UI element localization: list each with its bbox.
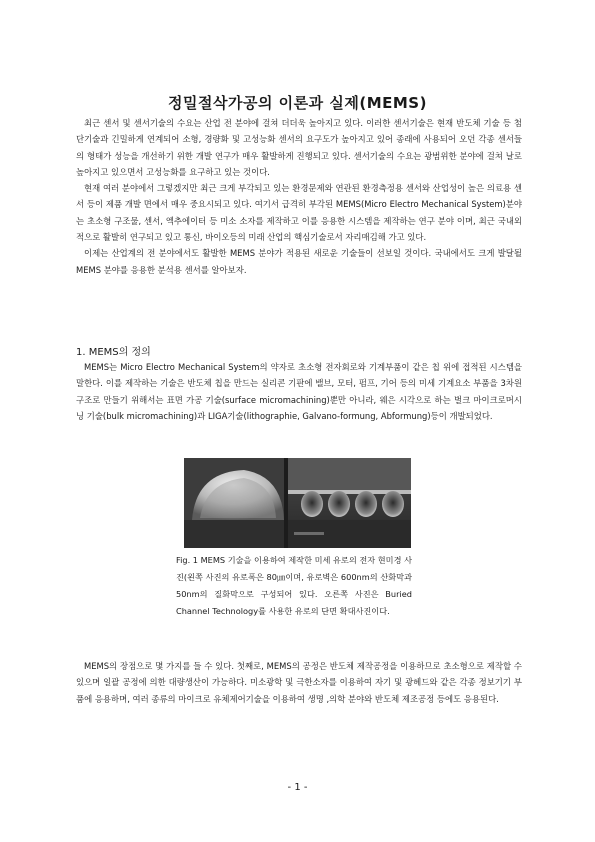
closing-section bbox=[76, 658, 522, 707]
document-title: 정밀절삭가공의 이론과 실제(MEMS) bbox=[168, 94, 427, 112]
micrograph-image bbox=[184, 458, 411, 548]
intro-section bbox=[76, 115, 522, 278]
intro-paragraph-1: 최근 센서 및 센서기술의 수요는 산업 전 분야에 걸쳐 더더욱 높아지고 있다. 이러한 센서기술은 현재 반도체 기술 등 첨단기술과 긴밀하게 연계되어 소형, 경량화 및 고성능화 센서의 요구도가 높아지고 있어 종래에 사용되어 오던 각종 센서들의 형태가 성능을 개선하기 위한 개발 연구가 매우 활발하게 진행되고 있다. 센서기술의 수요는 광범위한 분야에 걸쳐 날로 높아지고 있으면서 고성능화를 요구하고 있는 것이다. bbox=[76, 118, 522, 177]
section-1-body bbox=[76, 359, 522, 424]
section-heading: 1. MEMS의 정의 bbox=[76, 347, 151, 358]
sem-micrograph-figure bbox=[184, 458, 411, 548]
intro-paragraph-3: 이제는 산업계의 전 분야에서도 활발한 MEMS 분야가 적용된 새로운 기술들이 선보일 것이다. 국내에서도 크게 발달될 MEMS 분야를 응용한 분석용 센서를 알아보자. bbox=[76, 248, 522, 275]
figure-caption bbox=[176, 552, 412, 620]
page-number: - 1 - bbox=[287, 782, 308, 793]
closing-paragraph: MEMS의 장점으로 몇 가지를 들 수 있다. 첫째로, MEMS의 공정은 반도체 제작공정을 이용하므로 초소형으로 제작할 수 있으며 일괄 공정에 의한 대량생산이 가능하다. 미소광학 및 극한소자를 이용하여 자기 및 광헤드와 같은 각종 정보기기 부품에 응용하며, 여러 종류의 마이크로 유체제어기술을 이용하여 생명 ,의학 분야와 반도체 제조공정 등에도 응용된다. bbox=[76, 661, 522, 704]
definition-paragraph: MEMS는 Micro Electro Mechanical System의 약자로 초소형 전자회로와 기계부품이 같은 칩 위에 접적된 시스템을 말한다. 이를 제작하는 기술은 반도체 칩을 만드는 실리콘 기판에 밸브, 모터, 펌프, 기어 등의 미세 기계요소 부품을 3차원구조로 만들기 위해서는 표면 가공 기술(surface micromachining)뿐만 아니라, 웨은 시각으로 하는 벌크 마이크로머시닝 기술(bulk micromachining)과 LIGA기술(lithographie, Galvano-formung, Abformung)등이 개발되었다. bbox=[76, 362, 522, 421]
intro-paragraph-2: 현재 여러 분야에서 그렇겠지만 최근 크게 부각되고 있는 환경문제와 연관된 환경측정용 센서와 산업성이 높은 의료용 센서 등이 제품 개발 면에서 매우 중요시되고 있다. 여기서 급격히 부각된 MEMS(Micro Electro Mechanical System)분야는 초소형 구조물, 센서, 엑추에이터 등 미소 소자를 제작하고 이를 응용한 시스템을 제작하는 연구 분야 이며, 최근 국내외적으로 활발히 연구되고 있고 통신, 바이오등의 미래 산업의 핵심기술로서 자리매김해 가고 있다. bbox=[76, 183, 522, 243]
figure-caption-text: Fig. 1 MEMS 기술을 이용하여 제작한 미세 유로의 전자 현미경 사진(왼쪽 사진의 유로폭은 80㎛이며, 유로벽은 600nm의 산화막과 50nm의 질화막으로 구성되어 있다. 오른쪽 사진은 Buried Channel Technology를 사용한 유로의 단면 확대사진이다. bbox=[176, 555, 413, 616]
